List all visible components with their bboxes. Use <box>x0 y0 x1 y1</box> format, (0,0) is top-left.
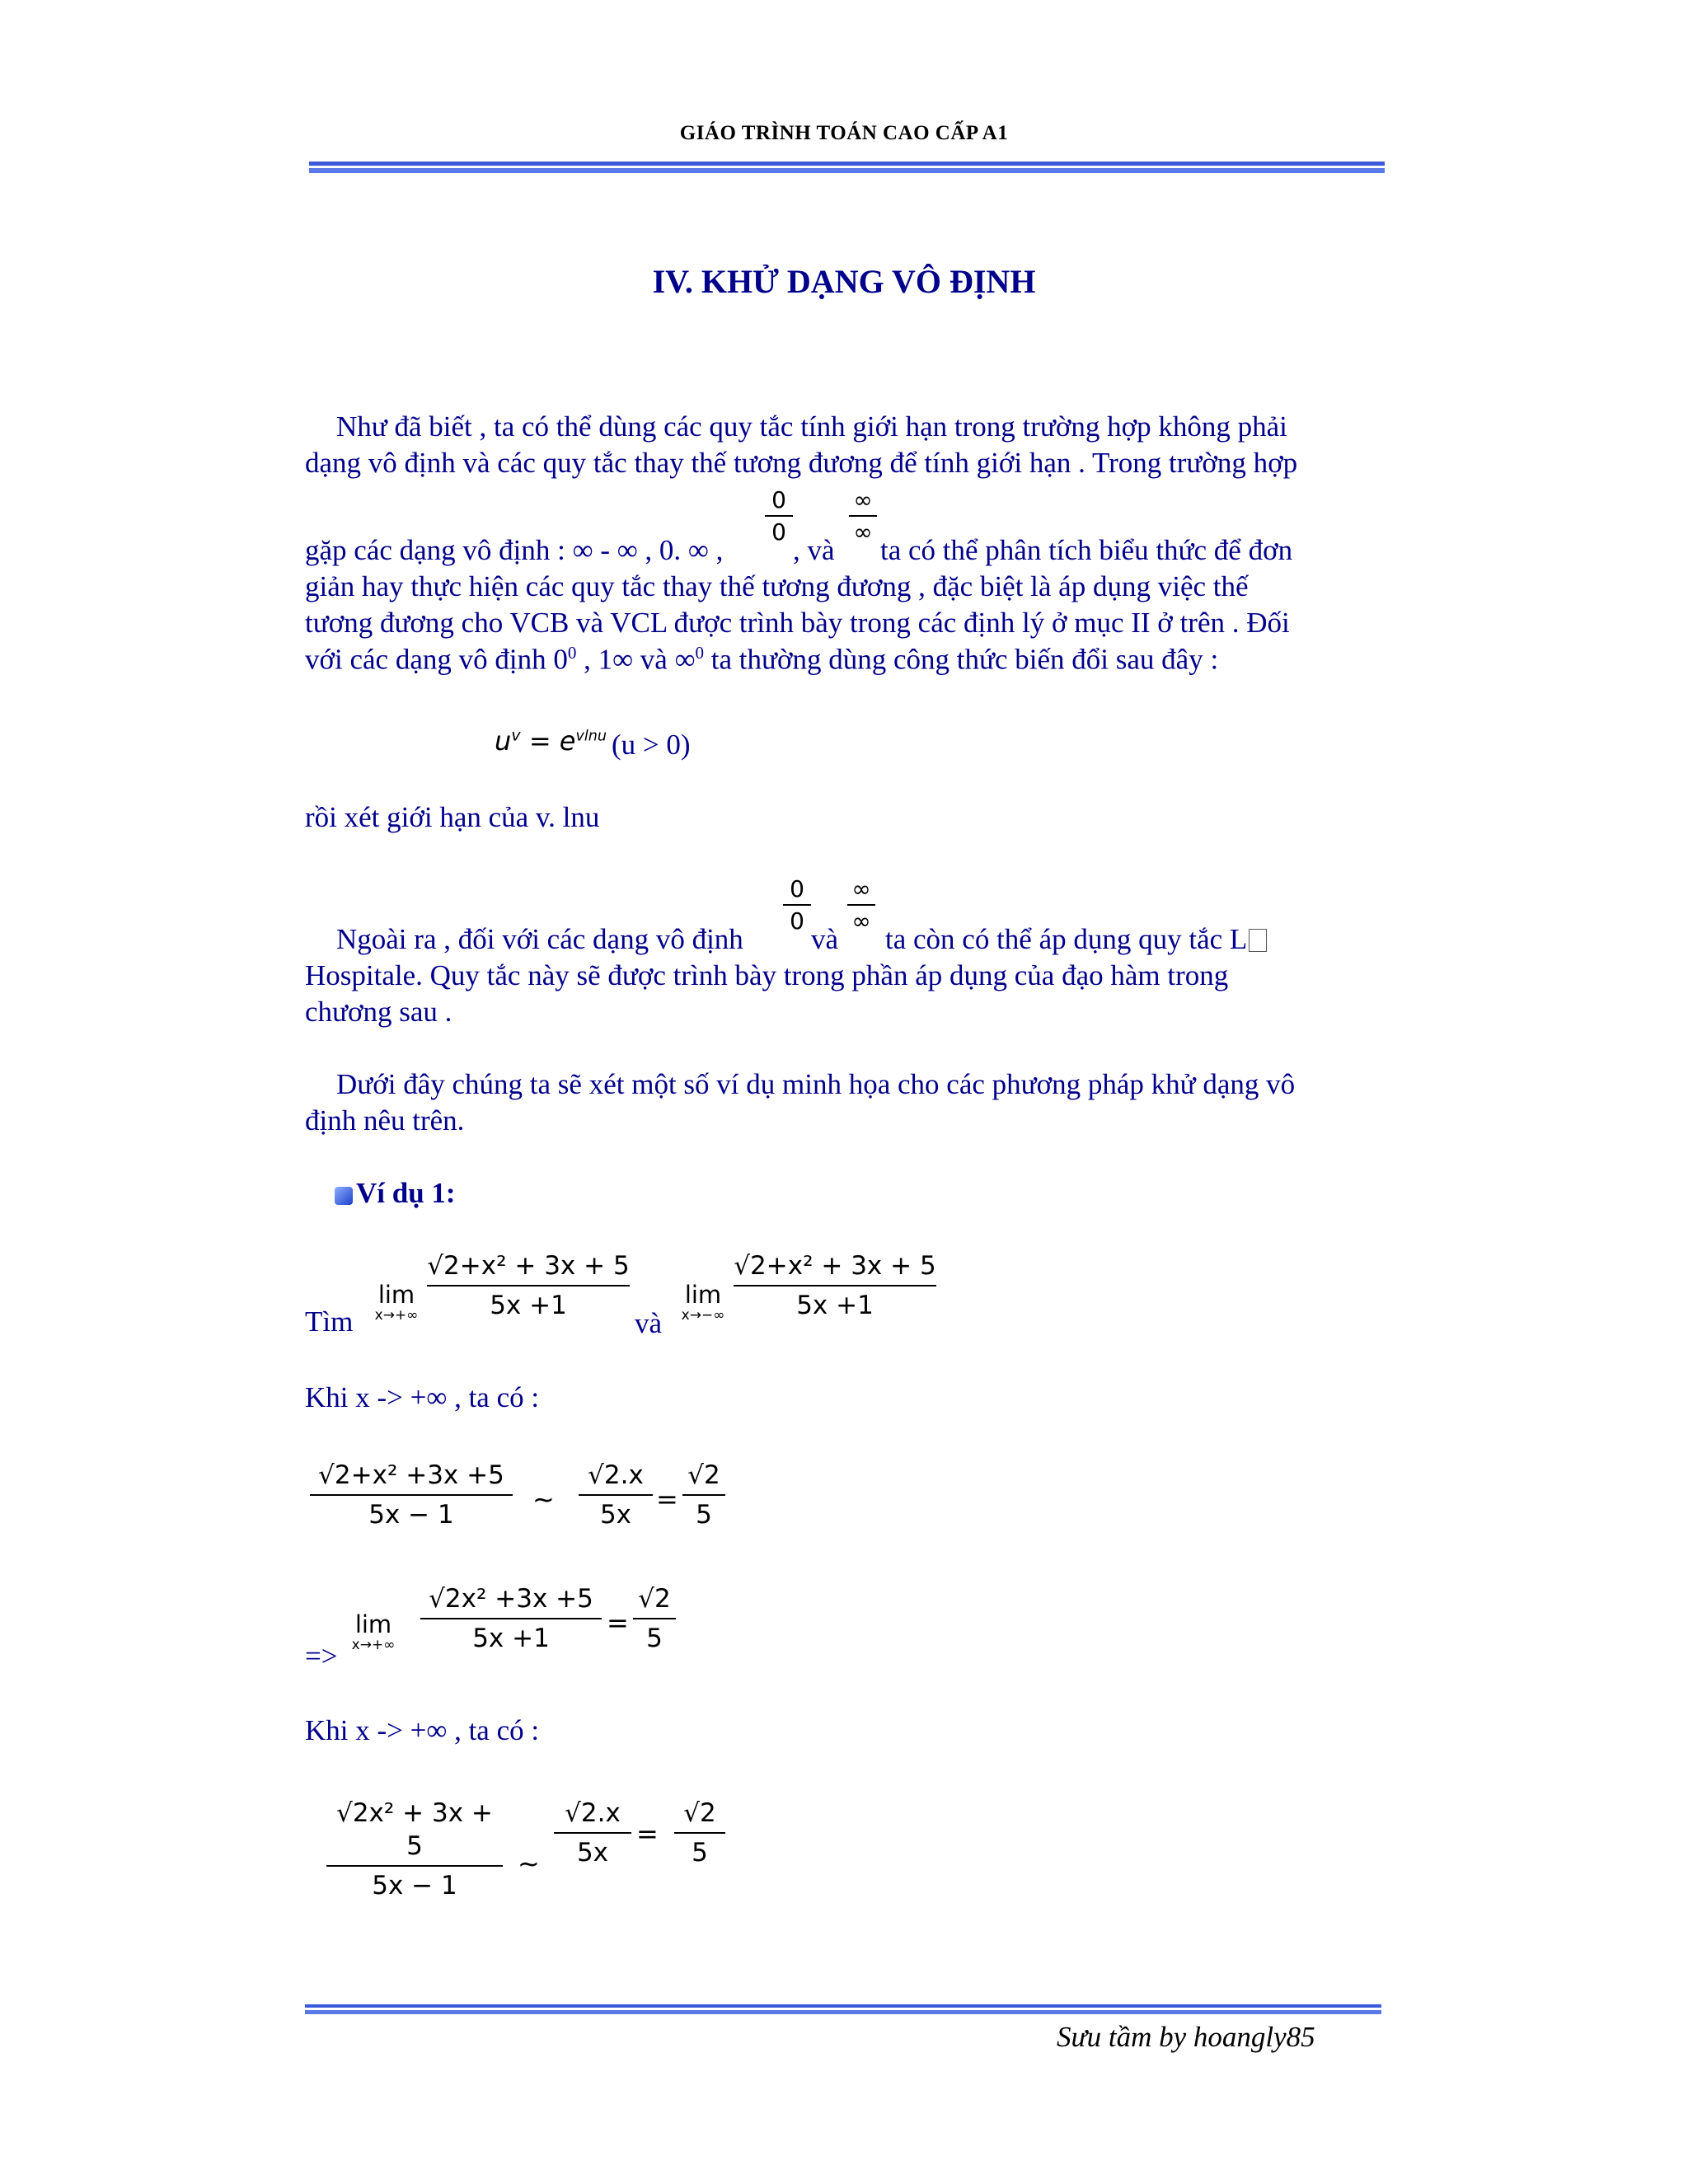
intro-line-3a: gặp các dạng vô định : ∞ - ∞ , 0. ∞ , <box>305 534 724 566</box>
case-1-text: Khi x -> +∞ , ta có : <box>305 1381 540 1413</box>
footer-credit: Sưu tầm by hoangly85 <box>1057 2021 1315 2053</box>
fraction-zero-over-zero <box>765 486 793 546</box>
section-title: IV. KHỬ DẠNG VÔ ĐỊNH <box>652 263 1036 300</box>
examples-intro-line-1: Dưới đây chúng ta sẽ xét một số ví dụ minh họa cho các phương pháp khử dạng vô <box>336 1068 1296 1100</box>
formula-condition: (u > 0) <box>612 729 691 761</box>
limit-neg-inf: lim x→−∞ <box>681 1281 725 1324</box>
lhopital-line-1a: Ngoài ra , đối với các dạng vô định <box>336 923 743 955</box>
intro-line-5: tương đương cho VCB và VCL được trình bày trong các định lý ở mục II ở trên . Đối <box>305 607 1290 639</box>
lhopital-line-3: chương sau . <box>305 996 452 1028</box>
header-title: GIÁO TRÌNH TOÁN CAO CẤP A1 <box>679 122 1009 144</box>
equals-symbol-2: = <box>607 1607 629 1638</box>
fraction-example-pos: √2+x² + 3x + 5 5x +1 <box>427 1251 630 1320</box>
case-2-text: Khi x -> +∞ , ta có : <box>305 1714 540 1746</box>
eq2-result-fraction: √2 5 <box>633 1582 676 1655</box>
lhopital-line-1c: ta còn có thể áp dụng quy tắc L <box>885 923 1267 956</box>
implies-symbol: => <box>305 1640 338 1672</box>
eq1-mid-fraction: √2.x 5x <box>579 1459 653 1531</box>
intro-line-4: giản hay thực hiện các quy tắc thay thế tương đương , đặc biệt là áp dụng việc thế <box>305 570 1249 602</box>
eq3-lhs-fraction: √2x² + 3x + 5 5x − 1 <box>326 1797 503 1902</box>
example-1-label: Ví dụ 1: <box>335 1177 456 1210</box>
find-label: Tìm <box>305 1305 354 1338</box>
eq2-fraction: √2x² +3x +5 5x +1 <box>420 1582 602 1655</box>
missing-glyph-icon <box>1249 929 1267 952</box>
tilde-symbol: ~ <box>532 1483 555 1515</box>
frac-num: 0 <box>771 486 786 513</box>
after-formula-text: rồi xét giới hạn của v. lnu <box>305 801 600 833</box>
eq3-mid-fraction: √2.x 5x <box>554 1797 631 1869</box>
bullet-icon <box>335 1187 353 1205</box>
intro-line-3b: , và <box>793 534 835 566</box>
frac-num: ∞ <box>853 486 873 513</box>
eq1-result-fraction: √2 5 <box>682 1459 725 1531</box>
eq1-lhs-fraction: √2+x² +3x +5 5x − 1 <box>310 1459 513 1531</box>
header-rule <box>309 162 1385 173</box>
equals-symbol-3: = <box>636 1818 659 1849</box>
frac-den: ∞ <box>853 518 873 546</box>
examples-intro-line-2: định nêu trên. <box>305 1104 465 1137</box>
intro-line-3c: ta có thể phân tích biểu thức để đơn <box>880 534 1293 566</box>
formula-transform: $u^v = e^{vlnu}$ <box>495 725 607 757</box>
lhopital-line-2: Hospitale. Quy tắc này sẽ được trình bày trong phần áp dụng của đạo hàm trong <box>305 959 1229 991</box>
fraction-zero-over-zero-2: 0 0 <box>783 875 811 935</box>
tilde-symbol-2: ~ <box>518 1848 540 1879</box>
equals-symbol: = <box>656 1483 678 1515</box>
limit-pos-inf: lim x→+∞ <box>374 1281 419 1324</box>
intro-line-2: dạng vô định và các quy tắc thay thế tương đương để tính giới hạn . Trong trường hợp <box>305 447 1298 479</box>
eq3-result-fraction: √2 5 <box>674 1797 725 1869</box>
intro-line-6: với các dạng vô định $0^0$ , 1∞ và ∞$^0$ ta thường dùng công thức biến đổi sau đây : <box>305 643 1219 676</box>
fraction-example-neg: √2+x² + 3x + 5 5x +1 <box>734 1251 936 1320</box>
and-label: và <box>635 1307 663 1339</box>
frac-den: 0 <box>771 518 786 546</box>
fraction-inf-over-inf <box>849 486 877 546</box>
lhopital-line-1b: và <box>811 923 839 955</box>
intro-line-1: Như đã biết , ta có thể dùng các quy tắc tính giới hạn trong trường hợp không phải <box>336 410 1287 443</box>
limit-pos-inf-2: lim x→+∞ <box>351 1610 396 1653</box>
footer-rule <box>305 2004 1381 2014</box>
fraction-inf-over-inf-2: ∞ ∞ <box>847 875 875 935</box>
